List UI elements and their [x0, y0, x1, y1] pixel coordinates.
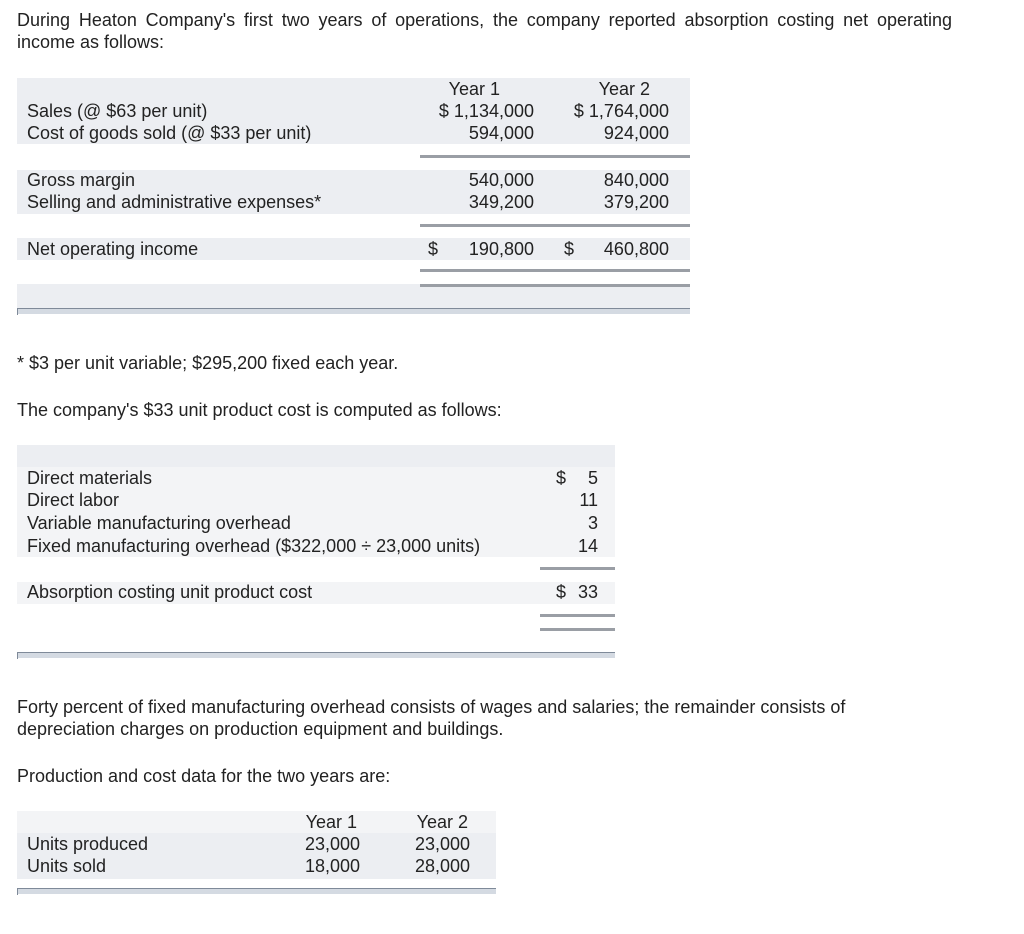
- unit-cost-double-rule-bottom: [540, 628, 615, 631]
- gross-margin-year2: 840,000: [603, 170, 669, 190]
- row-label-sales: Sales (@ $63 per unit): [27, 101, 208, 121]
- gross-margin-year1: 540,000: [468, 170, 534, 190]
- production-table-end-tick: [17, 888, 18, 895]
- production-table-end-bar: [17, 888, 496, 894]
- units-produced-year1: 23,000: [304, 834, 360, 854]
- direct-materials-symbol: $: [556, 468, 567, 488]
- net-income-year2-symbol: $: [564, 239, 575, 259]
- unit-product-cost-symbol: $: [556, 582, 567, 602]
- row-label-net-operating-income: Net operating income: [27, 239, 199, 259]
- row-label-variable-overhead: Variable manufacturing overhead: [27, 513, 291, 533]
- units-produced-year2: 23,000: [414, 834, 470, 854]
- net-income-year1: 190,800: [468, 239, 534, 259]
- unit-cost-table-end-bar: [17, 652, 615, 658]
- overhead-note: Forty percent of fixed manufacturing overhead consists of wages and salaries; the remainder consists of depreciation charges on production equipment and buildings.: [17, 697, 846, 739]
- row-label-direct-materials: Direct materials: [27, 468, 153, 488]
- net-income-year2: 460,800: [603, 239, 669, 259]
- column-header-year1: Year 1: [448, 79, 500, 99]
- unit-cost-double-rule-top: [540, 614, 615, 617]
- unit-cost-intro: The company's $33 unit product cost is computed as follows:: [17, 400, 502, 420]
- unit-cost-table-end-tick: [17, 652, 18, 659]
- sales-year1: $ 1,134,000: [438, 101, 534, 121]
- row-label-gross-margin: Gross margin: [27, 170, 136, 190]
- units-sold-year2: 28,000: [414, 856, 470, 876]
- intro-paragraph: During Heaton Company's first two years of operations, the company reported absorption costing net operating income as follows:: [17, 10, 952, 52]
- unit-product-cost-value: 33: [577, 582, 598, 602]
- unit-cost-subtotal-rule: [540, 567, 615, 570]
- row-label-fixed-overhead: Fixed manufacturing overhead ($322,000 ÷ 23,000 units): [27, 536, 481, 556]
- row-label-cogs: Cost of goods sold (@ $33 per unit): [27, 123, 312, 143]
- row-label-selling-admin: Selling and administrative expenses*: [27, 192, 322, 212]
- row-label-units-produced: Units produced: [27, 834, 149, 854]
- production-intro: Production and cost data for the two years are:: [17, 766, 391, 786]
- net-income-year1-symbol: $: [428, 239, 439, 259]
- units-sold-year1: 18,000: [304, 856, 360, 876]
- cogs-year2: 924,000: [603, 123, 669, 143]
- variable-overhead-value: 3: [587, 513, 598, 533]
- table-end-tick: [17, 308, 18, 315]
- table-end-bar: [17, 308, 690, 314]
- selling-admin-year1: 349,200: [468, 192, 534, 212]
- row-label-unit-product-cost: Absorption costing unit product cost: [27, 582, 313, 602]
- selling-admin-year2: 379,200: [603, 192, 669, 212]
- sales-year2: $ 1,764,000: [573, 101, 669, 121]
- double-rule-bottom: [420, 284, 690, 287]
- footnote: * $3 per unit variable; $295,200 fixed each year.: [17, 353, 399, 373]
- subtotal-rule-1: [420, 155, 690, 158]
- fixed-overhead-value: 14: [577, 536, 598, 556]
- subtotal-rule-2: [420, 224, 690, 227]
- column-header-year2: Year 2: [598, 79, 650, 99]
- production-header-year1: Year 1: [305, 812, 357, 832]
- production-header-year2: Year 2: [416, 812, 468, 832]
- row-label-units-sold: Units sold: [27, 856, 107, 876]
- row-label-direct-labor: Direct labor: [27, 490, 120, 510]
- direct-labor-value: 11: [579, 490, 598, 510]
- double-rule-top: [420, 269, 690, 272]
- cogs-year1: 594,000: [468, 123, 534, 143]
- direct-materials-value: 5: [587, 468, 598, 488]
